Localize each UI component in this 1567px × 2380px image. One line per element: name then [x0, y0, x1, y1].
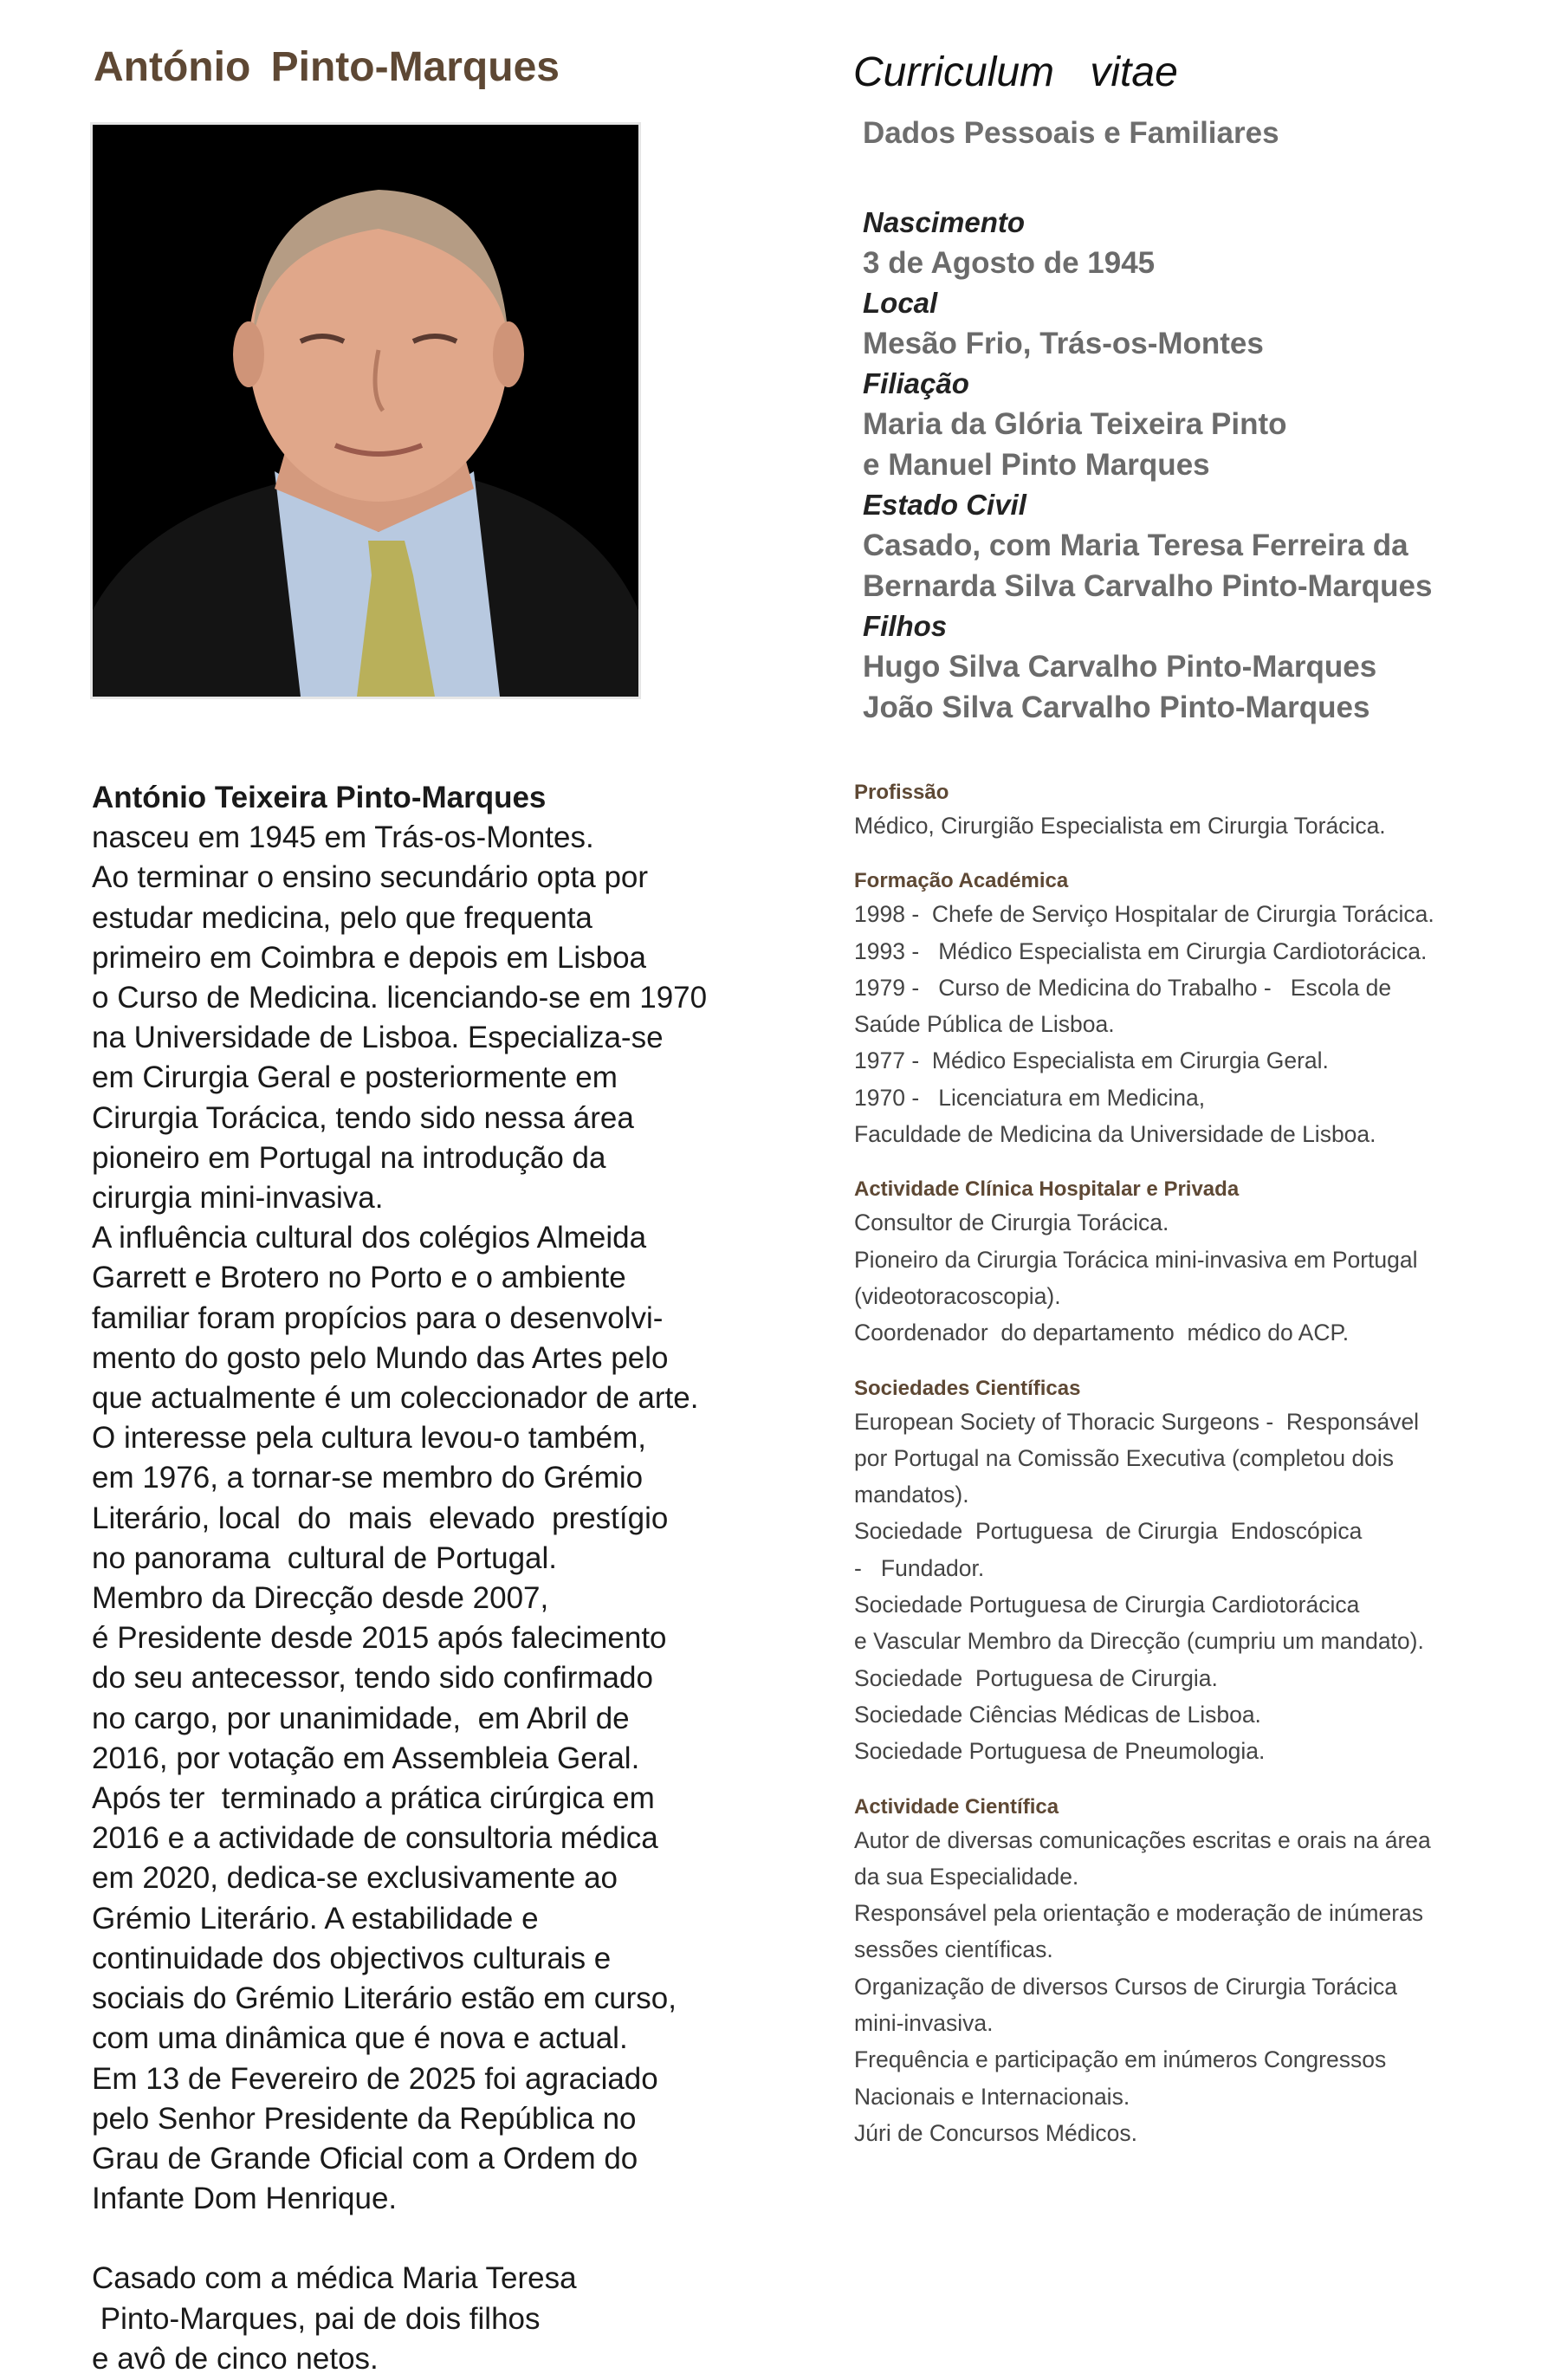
- bio-line: A influência cultural dos colégios Almeida: [92, 1221, 647, 1255]
- field-label: Nascimento: [863, 206, 1026, 238]
- personal-section-title: Dados Pessoais e Familiares: [863, 116, 1279, 150]
- bio-line: é Presidente desde 2015 após falecimento: [92, 1621, 667, 1656]
- bio-closing-line: e avô de cinco netos.: [92, 2341, 379, 2376]
- field-value: Hugo Silva Carvalho Pinto-Marques: [863, 650, 1377, 684]
- cv-entry: sessões científicas.: [854, 1936, 1053, 1963]
- field-value: Casado, com Maria Teresa Ferreira da: [863, 529, 1408, 562]
- cv-entry: Sociedade Portuguesa de Cirurgia.: [854, 1664, 1218, 1691]
- bio-line: Garrett e Brotero no Porto e o ambiente: [92, 1261, 626, 1295]
- portrait-illustration: [93, 125, 638, 697]
- field-value: João Silva Carvalho Pinto-Marques: [863, 691, 1370, 724]
- bio-name: António Teixeira Pinto-Marques: [92, 781, 547, 814]
- field-label: Filiação: [863, 367, 969, 399]
- cv-section-title: Actividade Científica: [854, 1794, 1059, 1819]
- cv-entry: Pioneiro da Cirurgia Torácica mini-invasiva em Portugal: [854, 1246, 1418, 1273]
- bio-line: Cirurgia Torácica, tendo sido nessa área: [92, 1100, 634, 1135]
- cv-sections: [854, 778, 1547, 2174]
- cv-section-title: Sociedades Científicas: [854, 1376, 1081, 1400]
- field-label: Estado Civil: [863, 489, 1026, 521]
- cv-section-title: Profissão: [854, 781, 949, 804]
- bio-line: estudar medicina, pelo que frequenta: [92, 900, 592, 935]
- field-birth: [863, 203, 1538, 283]
- bio-line: 2016 e a actividade de consultoria médica: [92, 1821, 658, 1856]
- cv-entry: 1979 - Curso de Medicina do Trabalho - Escola de: [854, 974, 1392, 1001]
- cv-section: [854, 778, 1547, 844]
- biography: [92, 778, 785, 2379]
- cv-entry: Saúde Pública de Lisboa.: [854, 1011, 1115, 1038]
- bio-line: familiar foram propícios para o desenvolvi-: [92, 1300, 664, 1335]
- cv-entry: Coordenador do departamento médico do ACP.: [854, 1320, 1350, 1346]
- field-children: [863, 606, 1538, 728]
- cv-section-title: Formação Académica: [854, 869, 1069, 893]
- cv-entry: 1977 - Médico Especialista em Cirurgia Geral.: [854, 1047, 1329, 1074]
- cv-entry: - Fundador.: [854, 1554, 985, 1581]
- bio-line: com uma dinâmica que é nova e actual.: [92, 2021, 628, 2056]
- spacer: [92, 2219, 785, 2259]
- bio-line: o Curso de Medicina. licenciando-se em 1970: [92, 981, 708, 1015]
- cv-section: [854, 1374, 1547, 1770]
- personal-data-section: [863, 116, 1538, 728]
- cv-section: [854, 1793, 1547, 2152]
- cv-entry: 1998 - Chefe de Serviço Hospitalar de Cirurgia Torácica.: [854, 901, 1434, 928]
- field-location: [863, 283, 1538, 364]
- bio-line: 2016, por votação em Assembleia Geral.: [92, 1741, 640, 1775]
- cv-entry: 1970 - Licenciatura em Medicina,: [854, 1084, 1206, 1111]
- cv-entry: European Society of Thoracic Surgeons - Responsável: [854, 1408, 1420, 1435]
- bio-line: no panorama cultural de Portugal.: [92, 1540, 557, 1575]
- cv-entry: Sociedade Portuguesa de Cirurgia Endoscópica: [854, 1518, 1363, 1545]
- bio-line: continuidade dos objectivos culturais e: [92, 1941, 612, 1975]
- field-value: 3 de Agosto de 1945: [863, 246, 1156, 280]
- bio-line: que actualmente é um coleccionador de arte.: [92, 1381, 699, 1416]
- cv-entry: Sociedade Ciências Médicas de Lisboa.: [854, 1701, 1261, 1728]
- bio-line: sociais do Grémio Literário estão em curso,: [92, 1981, 677, 2016]
- cv-entry: Sociedade Portuguesa de Pneumologia.: [854, 1738, 1266, 1765]
- bio-text: [92, 818, 785, 2219]
- cv-section: [854, 866, 1547, 1152]
- portrait-photo: [90, 122, 641, 699]
- cv-entry: Autor de diversas comunicações escritas e orais na área: [854, 1826, 1431, 1853]
- cv-entry: Médico, Cirurgião Especialista em Cirurgia Torácica.: [854, 813, 1386, 839]
- field-marital-status: [863, 485, 1538, 606]
- bio-line: pioneiro em Portugal na introdução da: [92, 1140, 606, 1175]
- cv-entry: por Portugal na Comissão Executiva (completou dois: [854, 1444, 1395, 1471]
- bio-line: Após ter terminado a prática cirúrgica em: [92, 1781, 655, 1816]
- bio-line: Grau de Grande Oficial com a Ordem do: [92, 2141, 638, 2176]
- bio-line: Em 13 de Fevereiro de 2025 foi agraciado: [92, 2061, 658, 2096]
- field-value: e Manuel Pinto Marques: [863, 448, 1210, 482]
- bio-line: Grémio Literário. A estabilidade e: [92, 1901, 539, 1936]
- cv-entry: Faculdade de Medicina da Universidade de Lisboa.: [854, 1121, 1376, 1148]
- cv-entry: da sua Especialidade.: [854, 1863, 1079, 1890]
- field-value: Maria da Glória Teixeira Pinto: [863, 407, 1287, 441]
- bio-line: em 1976, a tornar-se membro do Grémio: [92, 1461, 644, 1495]
- bio-line: Ao terminar o ensino secundário opta por: [92, 860, 649, 895]
- cv-entry: Nacionais e Internacionais.: [854, 2083, 1130, 2110]
- bio-line: nasceu em 1945 em Trás-os-Montes.: [92, 820, 594, 855]
- field-value: Mesão Frio, Trás-os-Montes: [863, 327, 1264, 360]
- person-name-heading: António Pinto-Marques: [94, 44, 560, 90]
- bio-line: cirurgia mini-invasiva.: [92, 1181, 384, 1216]
- bio-line: pelo Senhor Presidente da República no: [92, 2101, 637, 2136]
- cv-entry: Sociedade Portuguesa de Cirurgia Cardiotorácica: [854, 1592, 1360, 1618]
- bio-closing: [92, 2259, 785, 2379]
- bio-line: mento do gosto pelo Mundo das Artes pelo: [92, 1340, 669, 1375]
- cv-entry: Responsável pela orientação e moderação de inúmeras: [854, 1900, 1424, 1927]
- bio-line: Literário, local do mais elevado prestígio: [92, 1501, 669, 1535]
- cv-section: [854, 1175, 1547, 1351]
- cv-entry: (videotoracoscopia).: [854, 1282, 1061, 1309]
- cv-entry: Júri de Concursos Médicos.: [854, 2119, 1137, 2146]
- bio-line: em 2020, dedica-se exclusivamente ao: [92, 1861, 618, 1896]
- bio-closing-line: Pinto-Marques, pai de dois filhos: [92, 2301, 541, 2336]
- cv-title: Curriculum vitae: [853, 49, 1178, 95]
- bio-line: Infante Dom Henrique.: [92, 2182, 398, 2216]
- cv-entry: 1993 - Médico Especialista em Cirurgia Cardiotorácica.: [854, 937, 1428, 964]
- bio-line: em Cirurgia Geral e posteriormente em: [92, 1060, 618, 1095]
- field-parents: [863, 364, 1538, 485]
- cv-entry: Frequência e participação em inúmeros Congressos: [854, 2046, 1387, 2073]
- cv-entry: Consultor de Cirurgia Torácica.: [854, 1209, 1169, 1236]
- cv-entry: mandatos).: [854, 1482, 969, 1508]
- bio-line: na Universidade de Lisboa. Especializa-se: [92, 1021, 664, 1055]
- bio-line: Membro da Direcção desde 2007,: [92, 1581, 549, 1616]
- cv-entry: e Vascular Membro da Direcção (cumpriu um mandato).: [854, 1628, 1424, 1655]
- cv-entry: Organização de diversos Cursos de Cirurgia Torácica: [854, 1973, 1397, 2000]
- bio-line: primeiro em Coimbra e depois em Lisboa: [92, 940, 646, 975]
- field-label: Local: [863, 287, 938, 319]
- bio-line: no cargo, por unanimidade, em Abril de: [92, 1701, 630, 1735]
- cv-section-title: Actividade Clínica Hospitalar e Privada: [854, 1177, 1240, 1202]
- bio-line: O interesse pela cultura levou-o também,: [92, 1421, 647, 1456]
- bio-closing-line: Casado com a médica Maria Teresa: [92, 2261, 577, 2296]
- bio-line: do seu antecessor, tendo sido confirmado: [92, 1661, 653, 1696]
- cv-entry: mini-invasiva.: [854, 2010, 994, 2037]
- field-label: Filhos: [863, 610, 948, 642]
- field-value: Bernarda Silva Carvalho Pinto-Marques: [863, 569, 1433, 603]
